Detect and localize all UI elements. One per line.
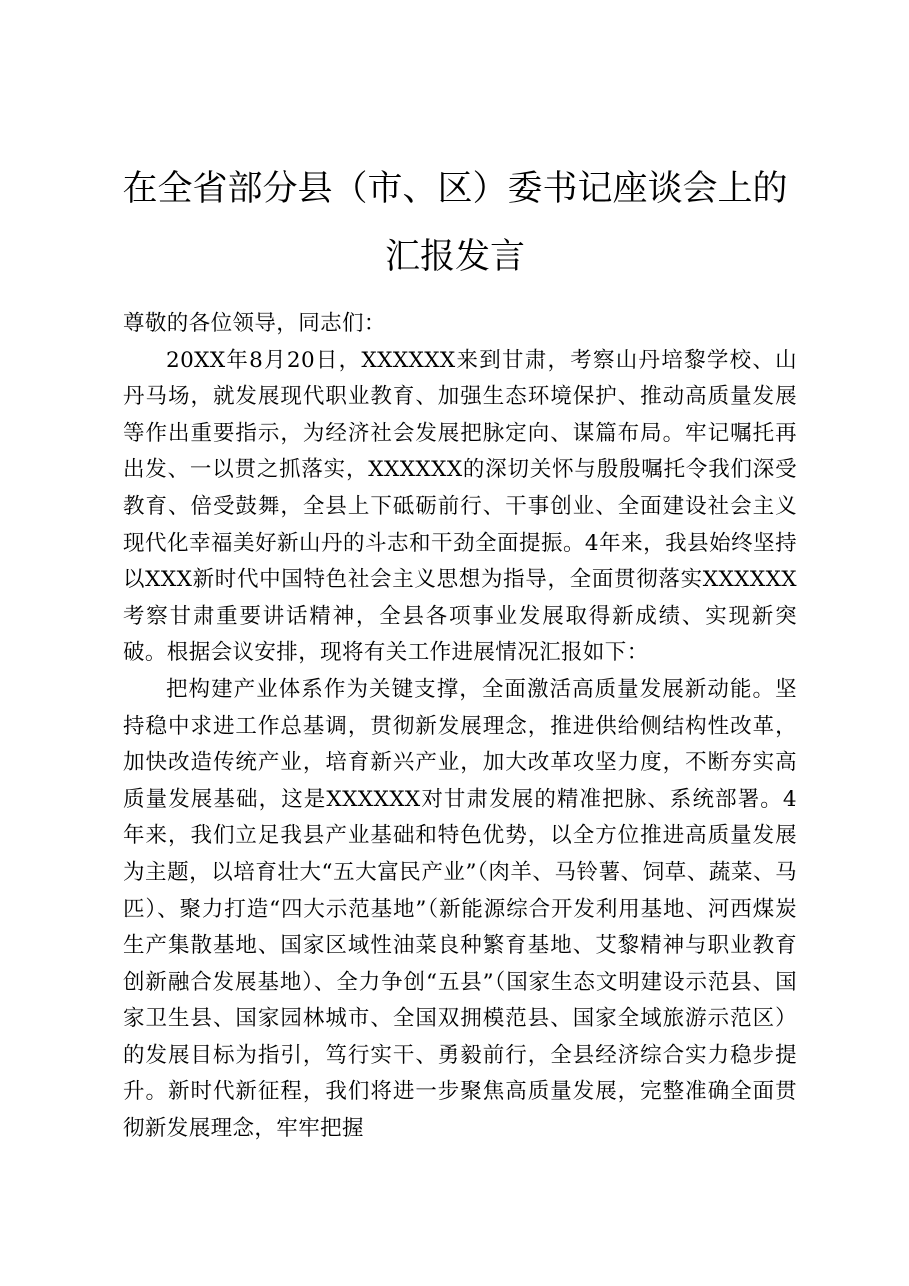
- document-body: [123, 306, 797, 1148]
- paragraph-2: 把构建产业体系作为关键支撑，全面激活高质量发展新动能。坚持稳中求进工作总基调，贯彻新发展理念，推进供给侧结构性改革，加快改造传统产业，培育新兴产业，加大改革攻坚力度，不断夯实高质量发展基础，这是XXXXXX对甘肃发展的精准把脉、系统部署。4年来，我们立足我县产业基础和特色优势，以全方位推进高质量发展为主题，以培育壮大“五大富民产业”（肉羊、马铃薯、饲草、蔬菜、马匹）、聚力打造“四大示范基地”（新能源综合开发利用基地、河西煤炭生产集散基地、国家区域性油菜良种繁育基地、艾黎精神与职业教育创新融合发展基地）、全力争创“五县”（国家生态文明建设示范县、国家卫生县、国家园林城市、全国双拥模范县、国家全域旅游示范区）的发展目标为指引，笃行实干、勇毅前行，全县经济综合实力稳步提升。新时代新征程，我们将进一步聚焦高质量发展，完整准确全面贯彻新发展理念，牢牢把握: [123, 676, 797, 1142]
- salutation: 尊敬的各位领导，同志们：: [123, 311, 386, 336]
- paragraph-1: 20XX年8月20日，XXXXXX来到甘肃，考察山丹培黎学校、山丹马场，就发展现代职业教育、加强生态环境保护、推动高质量发展等作出重要指示，为经济社会发展把脉定向、谋篇布局。牢记嘱托再出发、一以贯之抓落实，XXXXXX的深切关怀与殷殷嘱托令我们深受教育、倍受鼓舞，全县上下砥砺前行、干事创业、全面建设社会主义现代化幸福美好新山丹的斗志和干劲全面提振。4年来，我县始终坚持以XXX新时代中国特色社会主义思想为指导，全面贯彻落实XXXXXX考察甘肃重要讲话精神，全县各项事业发展取得新成绩、实现新突破。根据会议安排，现将有关工作进展情况汇报如下：: [123, 347, 797, 666]
- document-title: 在全省部分县（市、区）委书记座谈会上的汇报发言: [122, 169, 788, 277]
